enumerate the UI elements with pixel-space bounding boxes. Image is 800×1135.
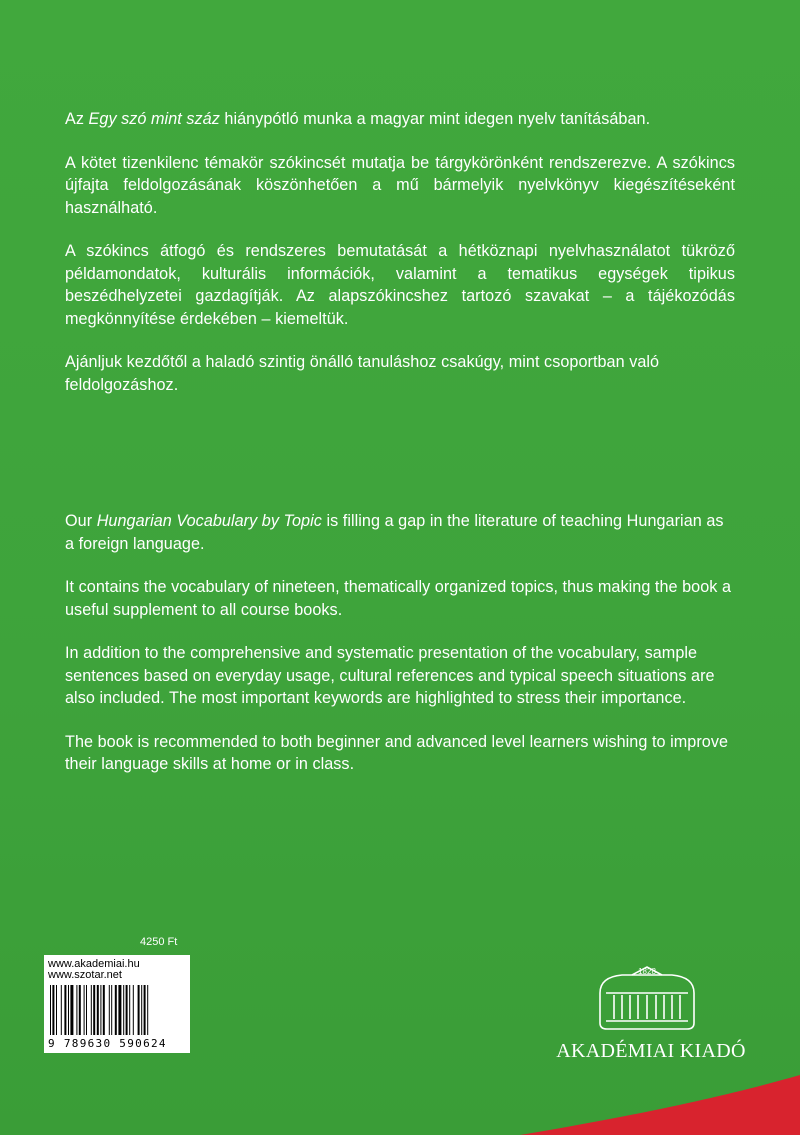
- hungarian-description: [65, 108, 735, 417]
- barcode-bar: [52, 985, 54, 1035]
- barcode-bar: [133, 985, 134, 1035]
- barcode-bar: [115, 985, 117, 1035]
- price-label: 4250 Ft: [140, 936, 178, 948]
- barcode-bar: [68, 985, 69, 1035]
- website-url-akademiai: www.akademiai.hu: [48, 958, 140, 970]
- publisher-name: AKADÉMIAI KIADÓ: [556, 1040, 746, 1062]
- hu-paragraph-4: Ajánljuk kezdőtől a haladó szintig önálló tanuláshoz csakúgy, mint csoportban való feldolgozáshoz.: [65, 353, 660, 394]
- barcode-bar: [93, 985, 95, 1035]
- barcode-bar: [91, 985, 92, 1035]
- isbn-number: 9 789630 590624: [48, 1037, 167, 1050]
- barcode-bar: [141, 985, 142, 1035]
- barcode-bar: [109, 985, 110, 1035]
- hu-paragraph-1: Az Egy szó mint száz hiánypótló munka a magyar mint idegen nyelv tanításában.: [65, 110, 651, 128]
- barcode-bar: [70, 985, 73, 1035]
- barcode-bar: [144, 985, 146, 1035]
- en-paragraph-3: In addition to the comprehensive and systematic presentation of the vocabulary, sample sentences based on everyday usage, cultural references and typical speech situations are also included. The most important keywords are highlighted to stress their importance.: [65, 644, 715, 707]
- en-paragraph-4: The book is recommended to both beginner and advanced level learners wishing to improve their language skills at home or in class.: [65, 732, 729, 773]
- barcode-bar: [129, 985, 130, 1035]
- website-url-szotar: www.szotar.net: [48, 969, 122, 981]
- en-paragraph-2: It contains the vocabulary of nineteen, thematically organized topics, thus making the book a useful supplement to all course books.: [65, 578, 732, 619]
- barcode-bar: [138, 985, 140, 1035]
- en-book-title: Hungarian Vocabulary by Topic: [96, 512, 322, 530]
- english-description: [65, 510, 735, 797]
- barcode-bar: [84, 985, 85, 1035]
- barcode-bar: [118, 985, 121, 1035]
- en-paragraph-1: Our Hungarian Vocabulary by Topic is filling a gap in the literature of teaching Hungarian as a foreign language.: [65, 512, 724, 553]
- hu-paragraph-3: A szókincs átfogó és rendszeres bemutatását a hétköznapi nyelvhasználatot tükröző példamondatok, kulturális információk, valamint a tematikus egységek tipikus beszédhelyzetei gazdagítják. Az alapszókincshez tartozó szavakat – a tájékozódás megkönnyítése érdekében – kiemeltük.: [65, 242, 735, 328]
- barcode-bar: [126, 985, 128, 1035]
- hu-book-title: Egy szó mint száz: [88, 110, 220, 128]
- barcode-panel: [44, 955, 190, 1053]
- barcode-bar: [76, 985, 77, 1035]
- barcode-bar: [97, 985, 99, 1035]
- barcode-bar: [86, 985, 87, 1035]
- barcode-bar: [147, 985, 148, 1035]
- barcode-bar: [111, 985, 112, 1035]
- founding-year: 1828: [638, 967, 656, 976]
- publisher-building-logo: [592, 963, 702, 1033]
- barcode-bar: [103, 985, 105, 1035]
- barcode-bar: [56, 985, 57, 1035]
- barcode-bar: [123, 985, 124, 1035]
- barcode-bar: [61, 985, 62, 1035]
- barcode-bars: [50, 985, 186, 1035]
- barcode-bar: [79, 985, 81, 1035]
- barcode-bar: [100, 985, 101, 1035]
- barcode-bar: [50, 985, 51, 1035]
- barcode-bar: [64, 985, 66, 1035]
- hu-paragraph-2: A kötet tizenkilenc témakör szókincsét mutatja be tárgykörönként rendszerezve. A szókincs újfajta feldolgozásának köszönhetően a mű bármelyik nyelvkönyv kiegészítéseként használható.: [65, 153, 735, 217]
